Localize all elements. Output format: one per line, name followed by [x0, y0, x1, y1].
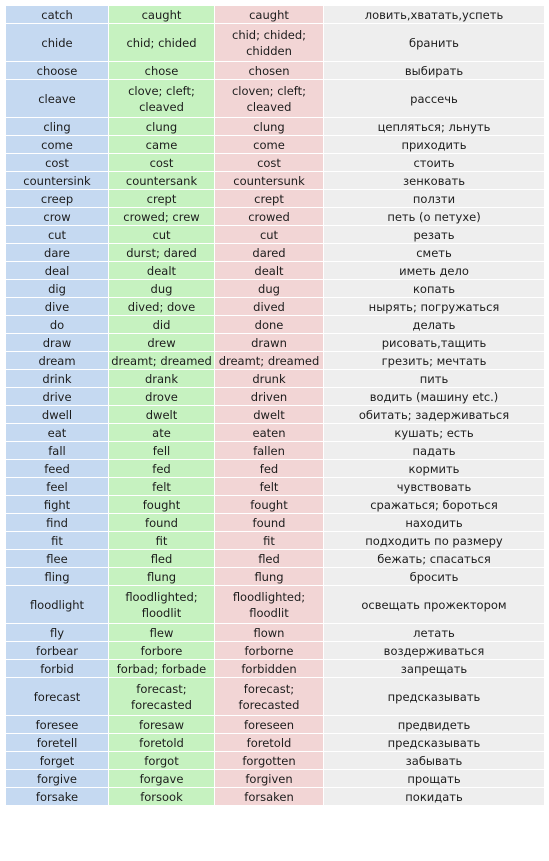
translation-cell: делать [324, 316, 545, 334]
verb-row [6, 352, 545, 370]
translation-cell: ползти [324, 190, 545, 208]
translation-cell: освещать прожектором [324, 586, 545, 624]
past-simple-cell: felt [109, 478, 215, 496]
past-simple-cell: durst; dared [109, 244, 215, 262]
past-simple-cell: crowed; crew [109, 208, 215, 226]
past-participle-cell: foreseen [215, 716, 324, 734]
translation-cell: забывать [324, 752, 545, 770]
past-simple-cell: cost [109, 154, 215, 172]
past-simple-cell: foresaw [109, 716, 215, 734]
infinitive-cell: fight [6, 496, 109, 514]
past-participle-cell: done [215, 316, 324, 334]
translation-cell: покидать [324, 788, 545, 806]
translation-cell: кушать; есть [324, 424, 545, 442]
verb-row [6, 6, 545, 24]
past-simple-cell: chid; chided [109, 24, 215, 62]
verb-row [6, 716, 545, 734]
translation-cell: бросить [324, 568, 545, 586]
translation-cell: предсказывать [324, 678, 545, 716]
past-participle-cell: cloven; cleft; cleaved [215, 80, 324, 118]
past-participle-cell: dealt [215, 262, 324, 280]
verb-row [6, 496, 545, 514]
translation-cell: водить (машину etc.) [324, 388, 545, 406]
infinitive-cell: cut [6, 226, 109, 244]
infinitive-cell: dwell [6, 406, 109, 424]
past-participle-cell: come [215, 136, 324, 154]
infinitive-cell: forsake [6, 788, 109, 806]
past-simple-cell: dreamt; dreamed [109, 352, 215, 370]
verb-row [6, 388, 545, 406]
past-simple-cell: floodlighted; floodlit [109, 586, 215, 624]
translation-cell: находить [324, 514, 545, 532]
past-simple-cell: found [109, 514, 215, 532]
infinitive-cell: catch [6, 6, 109, 24]
past-simple-cell: foretold [109, 734, 215, 752]
translation-cell: цепляться; льнуть [324, 118, 545, 136]
past-participle-cell: flown [215, 624, 324, 642]
translation-cell: летать [324, 624, 545, 642]
verb-row [6, 788, 545, 806]
verb-row [6, 62, 545, 80]
translation-cell: ловить,хватать,успеть [324, 6, 545, 24]
past-simple-cell: drove [109, 388, 215, 406]
infinitive-cell: floodlight [6, 586, 109, 624]
past-participle-cell: fed [215, 460, 324, 478]
past-participle-cell: fallen [215, 442, 324, 460]
translation-cell: падать [324, 442, 545, 460]
verb-row [6, 568, 545, 586]
infinitive-cell: forecast [6, 678, 109, 716]
infinitive-cell: dig [6, 280, 109, 298]
past-simple-cell: flew [109, 624, 215, 642]
irregular-verbs-table [5, 5, 545, 806]
past-simple-cell: dealt [109, 262, 215, 280]
infinitive-cell: forget [6, 752, 109, 770]
translation-cell: рисовать,тащить [324, 334, 545, 352]
past-participle-cell: fought [215, 496, 324, 514]
past-participle-cell: caught [215, 6, 324, 24]
past-participle-cell: forecast; forecasted [215, 678, 324, 716]
verb-row [6, 770, 545, 788]
past-participle-cell: chid; chided; chidden [215, 24, 324, 62]
infinitive-cell: fall [6, 442, 109, 460]
verb-row [6, 280, 545, 298]
verb-row [6, 316, 545, 334]
verb-row [6, 678, 545, 716]
verb-row [6, 154, 545, 172]
past-participle-cell: chosen [215, 62, 324, 80]
verb-row [6, 190, 545, 208]
infinitive-cell: drink [6, 370, 109, 388]
verb-row [6, 442, 545, 460]
translation-cell: рассечь [324, 80, 545, 118]
past-participle-cell: flung [215, 568, 324, 586]
translation-cell: предсказывать [324, 734, 545, 752]
translation-cell: предвидеть [324, 716, 545, 734]
past-participle-cell: forborne [215, 642, 324, 660]
infinitive-cell: do [6, 316, 109, 334]
verb-row [6, 424, 545, 442]
past-participle-cell: felt [215, 478, 324, 496]
infinitive-cell: dive [6, 298, 109, 316]
past-participle-cell: dared [215, 244, 324, 262]
translation-cell: сражаться; бороться [324, 496, 545, 514]
past-simple-cell: forbore [109, 642, 215, 660]
infinitive-cell: fling [6, 568, 109, 586]
past-simple-cell: flung [109, 568, 215, 586]
past-participle-cell: forgiven [215, 770, 324, 788]
past-simple-cell: fit [109, 532, 215, 550]
past-simple-cell: cut [109, 226, 215, 244]
infinitive-cell: draw [6, 334, 109, 352]
verb-row [6, 226, 545, 244]
past-participle-cell: forgotten [215, 752, 324, 770]
infinitive-cell: eat [6, 424, 109, 442]
past-participle-cell: fit [215, 532, 324, 550]
infinitive-cell: come [6, 136, 109, 154]
past-participle-cell: dived [215, 298, 324, 316]
verb-row [6, 460, 545, 478]
past-participle-cell: crept [215, 190, 324, 208]
verb-row [6, 118, 545, 136]
past-simple-cell: ate [109, 424, 215, 442]
translation-cell: кормить [324, 460, 545, 478]
past-participle-cell: clung [215, 118, 324, 136]
verb-row [6, 514, 545, 532]
past-participle-cell: eaten [215, 424, 324, 442]
verb-row [6, 80, 545, 118]
infinitive-cell: cost [6, 154, 109, 172]
translation-cell: выбирать [324, 62, 545, 80]
translation-cell: зенковать [324, 172, 545, 190]
past-simple-cell: countersank [109, 172, 215, 190]
past-participle-cell: dreamt; dreamed [215, 352, 324, 370]
infinitive-cell: foresee [6, 716, 109, 734]
translation-cell: копать [324, 280, 545, 298]
past-simple-cell: chose [109, 62, 215, 80]
past-simple-cell: forgot [109, 752, 215, 770]
translation-cell: грезить; мечтать [324, 352, 545, 370]
past-simple-cell: dwelt [109, 406, 215, 424]
infinitive-cell: dream [6, 352, 109, 370]
translation-cell: приходить [324, 136, 545, 154]
translation-cell: прощать [324, 770, 545, 788]
past-simple-cell: dug [109, 280, 215, 298]
verb-row [6, 550, 545, 568]
verb-table-body [6, 6, 545, 806]
translation-cell: иметь дело [324, 262, 545, 280]
verb-row [6, 624, 545, 642]
verb-row [6, 136, 545, 154]
past-participle-cell: foretold [215, 734, 324, 752]
past-participle-cell: dwelt [215, 406, 324, 424]
infinitive-cell: forbid [6, 660, 109, 678]
infinitive-cell: cleave [6, 80, 109, 118]
translation-cell: нырять; погружаться [324, 298, 545, 316]
translation-cell: бранить [324, 24, 545, 62]
verb-row [6, 532, 545, 550]
past-simple-cell: forgave [109, 770, 215, 788]
verb-row [6, 734, 545, 752]
translation-cell: петь (о петухе) [324, 208, 545, 226]
past-simple-cell: did [109, 316, 215, 334]
infinitive-cell: creep [6, 190, 109, 208]
past-participle-cell: fled [215, 550, 324, 568]
infinitive-cell: feed [6, 460, 109, 478]
past-participle-cell: found [215, 514, 324, 532]
past-simple-cell: fell [109, 442, 215, 460]
past-participle-cell: cost [215, 154, 324, 172]
infinitive-cell: forbear [6, 642, 109, 660]
verb-row [6, 478, 545, 496]
translation-cell: сметь [324, 244, 545, 262]
verb-row [6, 586, 545, 624]
past-simple-cell: fled [109, 550, 215, 568]
past-participle-cell: crowed [215, 208, 324, 226]
infinitive-cell: fit [6, 532, 109, 550]
infinitive-cell: countersink [6, 172, 109, 190]
translation-cell: чувствовать [324, 478, 545, 496]
infinitive-cell: fly [6, 624, 109, 642]
past-simple-cell: dived; dove [109, 298, 215, 316]
past-participle-cell: dug [215, 280, 324, 298]
infinitive-cell: chide [6, 24, 109, 62]
past-simple-cell: crept [109, 190, 215, 208]
verb-row [6, 244, 545, 262]
translation-cell: бежать; спасаться [324, 550, 545, 568]
past-simple-cell: clove; cleft; cleaved [109, 80, 215, 118]
past-participle-cell: forbidden [215, 660, 324, 678]
translation-cell: резать [324, 226, 545, 244]
past-simple-cell: drew [109, 334, 215, 352]
verb-row [6, 334, 545, 352]
verb-row [6, 298, 545, 316]
infinitive-cell: deal [6, 262, 109, 280]
infinitive-cell: choose [6, 62, 109, 80]
past-participle-cell: drawn [215, 334, 324, 352]
verb-row [6, 208, 545, 226]
past-participle-cell: countersunk [215, 172, 324, 190]
infinitive-cell: foretell [6, 734, 109, 752]
translation-cell: пить [324, 370, 545, 388]
past-simple-cell: clung [109, 118, 215, 136]
past-simple-cell: forbad; forbade [109, 660, 215, 678]
past-participle-cell: drunk [215, 370, 324, 388]
translation-cell: подходить по размеру [324, 532, 545, 550]
verb-row [6, 262, 545, 280]
infinitive-cell: forgive [6, 770, 109, 788]
past-simple-cell: fed [109, 460, 215, 478]
infinitive-cell: crow [6, 208, 109, 226]
verb-row [6, 660, 545, 678]
past-simple-cell: forecast; forecasted [109, 678, 215, 716]
past-participle-cell: cut [215, 226, 324, 244]
translation-cell: запрещать [324, 660, 545, 678]
past-participle-cell: driven [215, 388, 324, 406]
verb-row [6, 370, 545, 388]
verb-row [6, 172, 545, 190]
past-participle-cell: forsaken [215, 788, 324, 806]
past-participle-cell: floodlighted; floodlit [215, 586, 324, 624]
infinitive-cell: cling [6, 118, 109, 136]
past-simple-cell: forsook [109, 788, 215, 806]
translation-cell: обитать; задерживаться [324, 406, 545, 424]
translation-cell: воздерживаться [324, 642, 545, 660]
verb-row [6, 752, 545, 770]
infinitive-cell: drive [6, 388, 109, 406]
past-simple-cell: fought [109, 496, 215, 514]
verb-row [6, 24, 545, 62]
infinitive-cell: dare [6, 244, 109, 262]
infinitive-cell: find [6, 514, 109, 532]
past-simple-cell: drank [109, 370, 215, 388]
verb-row [6, 642, 545, 660]
infinitive-cell: feel [6, 478, 109, 496]
past-simple-cell: came [109, 136, 215, 154]
verb-row [6, 406, 545, 424]
infinitive-cell: flee [6, 550, 109, 568]
translation-cell: стоить [324, 154, 545, 172]
past-simple-cell: caught [109, 6, 215, 24]
